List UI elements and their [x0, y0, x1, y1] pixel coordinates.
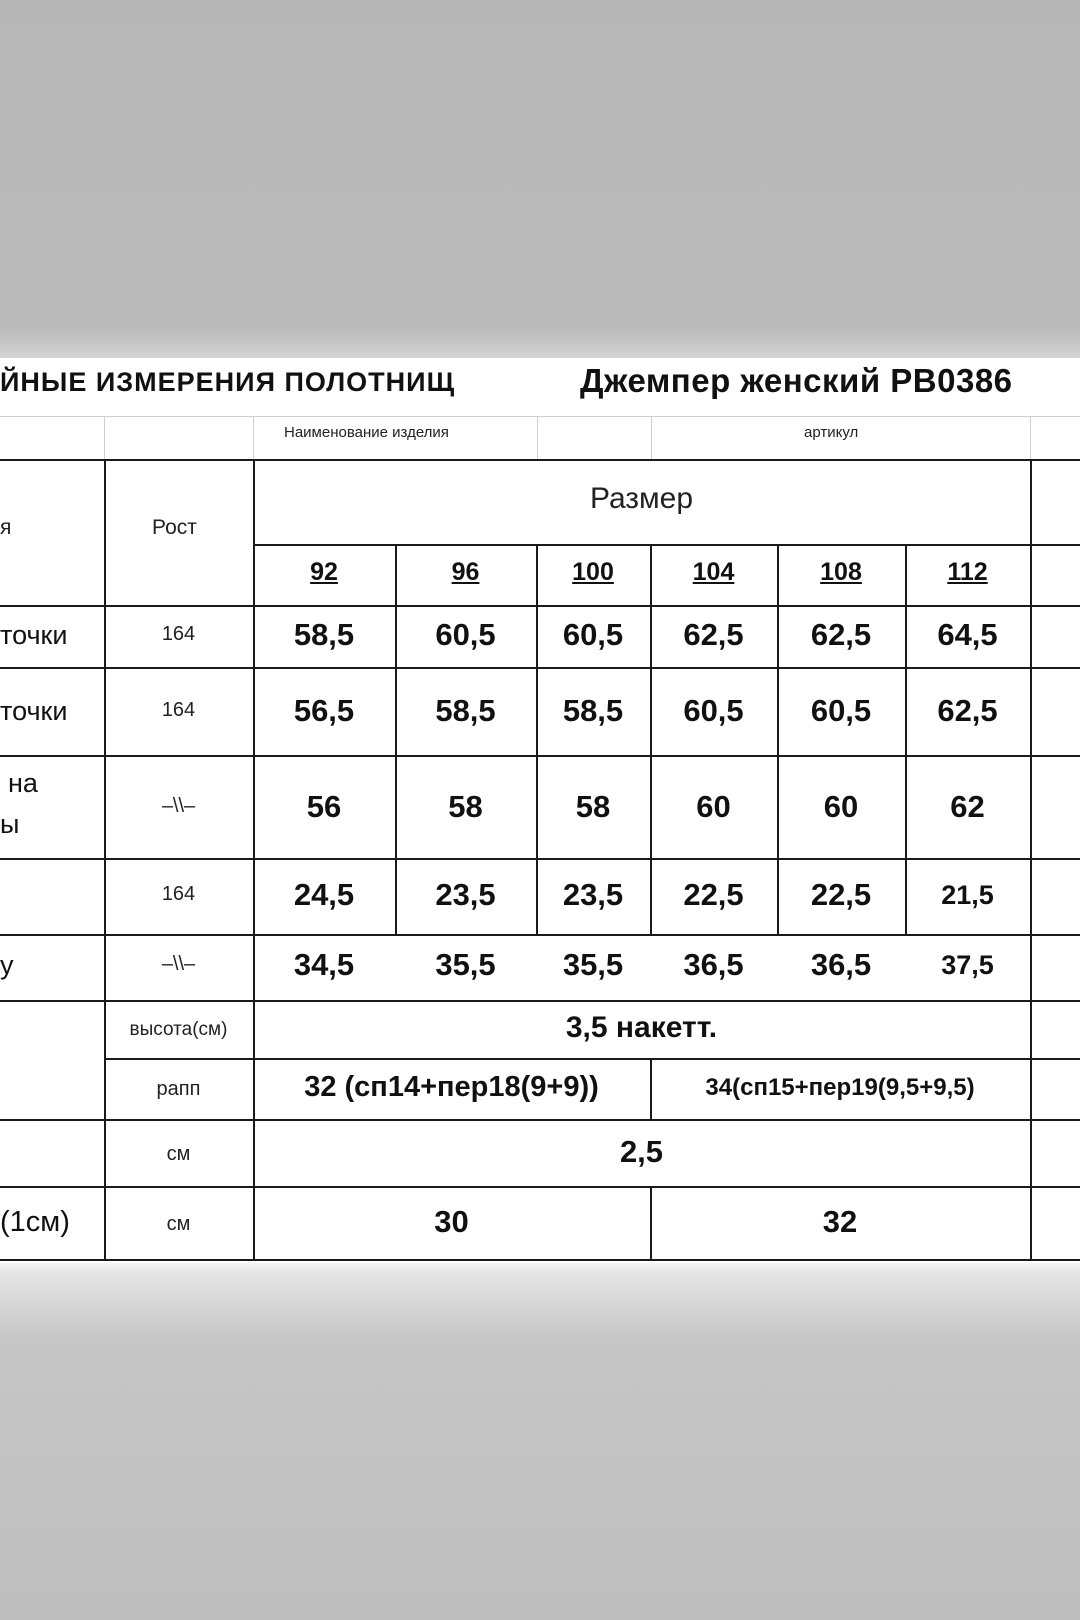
row-label: точки: [0, 620, 68, 650]
table-cell: 62,5: [683, 617, 744, 652]
table-cell: 58: [448, 789, 483, 824]
header-divider: [651, 416, 652, 460]
row-label: у: [0, 950, 14, 980]
row-line: [0, 858, 1080, 860]
table-cell: 37,5: [941, 950, 994, 980]
cm-unit: см: [166, 1213, 191, 1235]
cm-value: 2,5: [619, 1134, 664, 1169]
table-cell: 30: [434, 1204, 469, 1239]
row-label-line2: ы: [0, 809, 20, 839]
table-cell: 58: [575, 789, 611, 824]
cm-unit: см: [166, 1143, 191, 1165]
table-cell: 56: [306, 789, 342, 824]
size-112: 112: [947, 558, 988, 586]
rapp-unit: рапп: [156, 1078, 201, 1100]
size-96: 96: [451, 558, 480, 586]
height-unit: высота(см): [129, 1019, 228, 1040]
table-cell: 62: [950, 789, 985, 824]
rapp-value-1: 32 (сп14+пер18(9+9)): [304, 1071, 599, 1103]
row-label: точки: [0, 696, 68, 726]
table-cell: 22,5: [810, 877, 872, 912]
row-line: [0, 1186, 1080, 1188]
header-divider: [104, 416, 105, 460]
header-divider: [537, 416, 538, 460]
table-cell: 36,5: [683, 947, 744, 982]
table-cell: 60: [696, 789, 731, 824]
caption-article: артикул: [804, 424, 859, 441]
col-line: [905, 544, 907, 936]
table-cell: 58,5: [293, 617, 355, 652]
header-divider: [253, 416, 254, 460]
table-cell: 34,5: [293, 947, 355, 982]
table-border-top: [0, 459, 1080, 461]
table-cell: 64,5: [937, 617, 998, 652]
table-cell: 62,5: [810, 617, 872, 652]
col-line: [1030, 459, 1032, 1261]
table-cell: 60,5: [435, 617, 496, 652]
rapp-value-2: 34(сп15+пер19(9,5+9,5): [705, 1074, 975, 1101]
size-100: 100: [572, 558, 614, 586]
table-cell: 58,5: [562, 693, 624, 728]
measurement-sheet: [0, 358, 1080, 1263]
row-label-line1: на: [8, 768, 38, 798]
table-cell: 58,5: [435, 693, 496, 728]
table-cell: 60,5: [683, 693, 744, 728]
size-92: 92: [310, 558, 338, 586]
row-line: [0, 1119, 1080, 1121]
table-cell: 60,5: [562, 617, 624, 652]
row-label: (1см): [0, 1206, 70, 1238]
row-line: [0, 934, 1080, 936]
sheet-title: ЙНЫЕ ИЗМЕРЕНИЯ ПОЛОТНИЩ: [0, 367, 456, 397]
header-divider: [1030, 416, 1031, 460]
size-header: Размер: [589, 482, 694, 515]
row-line: [104, 1058, 1080, 1060]
table-cell: 23,5: [562, 877, 624, 912]
row-height: 164: [161, 699, 196, 721]
row-height: –\\–: [161, 953, 196, 975]
table-cell: 23,5: [435, 877, 496, 912]
caption-product-name: Наименование изделия: [284, 424, 449, 441]
header-rule: [0, 416, 1080, 417]
height-column-header: Рост: [152, 516, 197, 539]
size-104: 104: [692, 558, 735, 586]
table-cell: 22,5: [683, 877, 744, 912]
size-row-top: [253, 544, 1080, 546]
table-cell: 35,5: [435, 947, 496, 982]
row-line: [0, 605, 1080, 607]
row-line: [0, 755, 1080, 757]
row-line: [0, 667, 1080, 669]
row-height: 164: [161, 883, 196, 905]
height-value: 3,5 накетт.: [565, 1011, 718, 1044]
table-border-bottom: [0, 1259, 1080, 1261]
size-108: 108: [820, 558, 862, 586]
col-line: [104, 459, 106, 1261]
table-cell: 56,5: [293, 693, 355, 728]
table-cell: 24,5: [293, 877, 355, 912]
table-cell: 62,5: [937, 693, 998, 728]
row-height: –\\–: [161, 795, 196, 817]
table-cell: 60: [823, 789, 859, 824]
row-line: [0, 1000, 1080, 1002]
product-name: Джемпер женский РВ0386: [580, 362, 1013, 399]
table-cell: 35,5: [562, 947, 624, 982]
table-cell: 36,5: [810, 947, 872, 982]
table-cell: 60,5: [810, 693, 872, 728]
table-cell: 21,5: [941, 880, 994, 910]
partial-column-header: я: [0, 516, 12, 539]
row-height: 164: [161, 623, 196, 645]
table-cell: 32: [822, 1204, 858, 1239]
